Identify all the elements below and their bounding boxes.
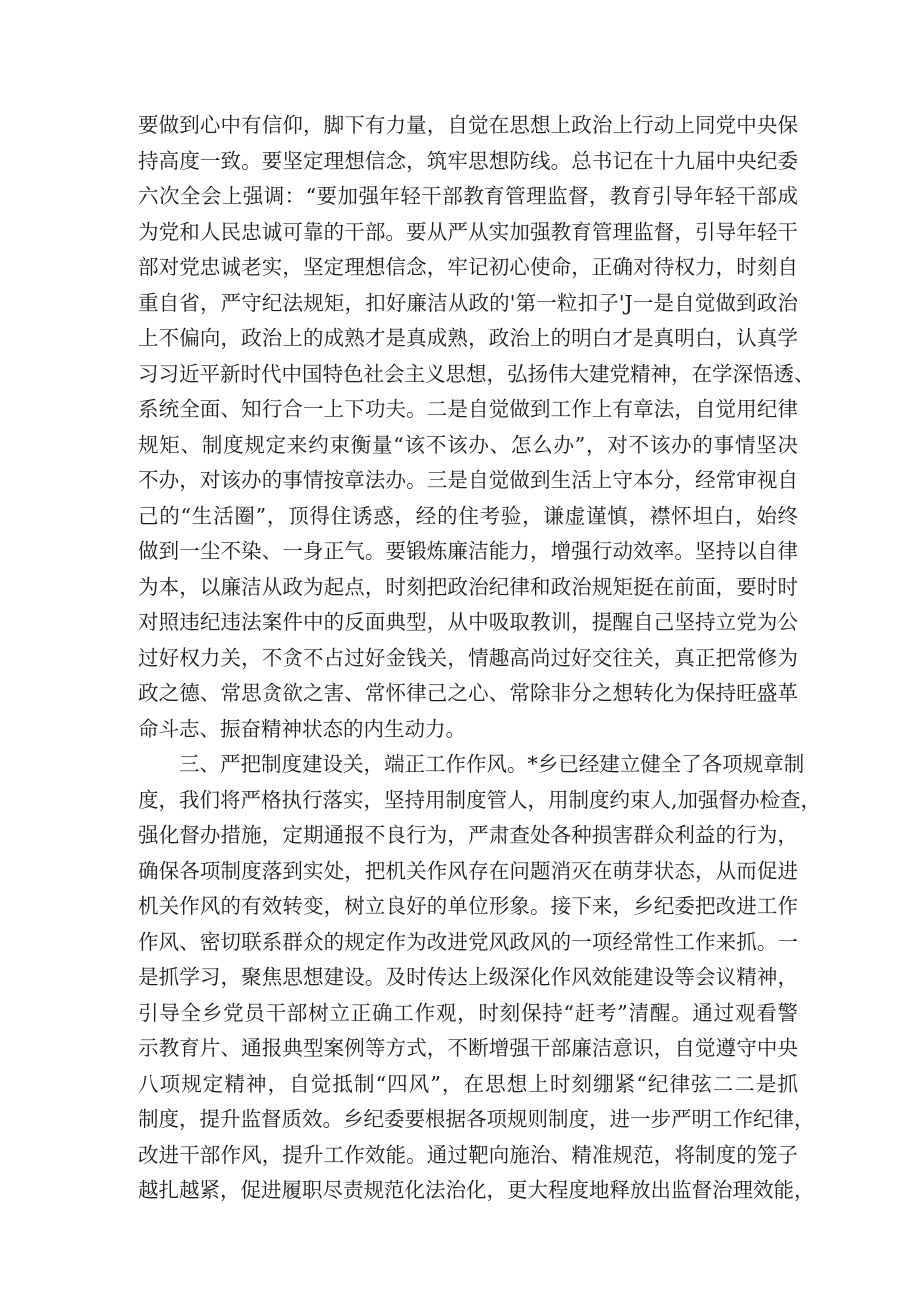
text-line: 做到一尘不染、一身正气。要锻炼廉洁能力，增强行动效率。坚持以自律 — [138, 539, 798, 563]
text-line: 为党和人民忠诚可靠的干部。要从严从实加强教育管理监督，引导年轻干 — [138, 219, 798, 244]
text-line: 己的“生活圈”，顶得住诱惑，经的住考验，谦虚谨慎，襟怀坦白，始终 — [138, 503, 798, 528]
text-line: 引导全乡党员干部树立正确工作观，时刻保持“赶考”清醒。通过观看警 — [138, 1000, 798, 1025]
text-line: 是抓学习，聚焦思想建设。及时传达上级深化作风效能建设等会议精神， — [138, 965, 798, 989]
text-line: 为本，以廉洁从政为起点，时刻把政治纪律和政治规矩挺在前面，要时时 — [138, 574, 798, 599]
text-line: 系统全面、知行合一上下功夫。二是自觉做到工作上有章法，自觉用纪律 — [138, 397, 798, 421]
text-line: 持高度一致。要坚定理想信念，筑牢思想防线。总书记在十九届中央纪委 — [138, 148, 798, 173]
text-line: 要做到心中有信仰，脚下有力量，自觉在思想上政治上行动上同党中央保 — [138, 113, 798, 137]
text-line: 政之德、常思贪欲之害、常怀律己之心、常除非分之想转化为保持旺盛革 — [138, 681, 798, 705]
text-line: 越扎越紧，促进履职尽责规范化法治化，更大程度地释放出监督治理效能， — [138, 1178, 815, 1202]
text-line: 度，我们将严格执行落实，坚持用制度管人，用制度约束人,加强督办检查， — [138, 787, 822, 812]
text-line: 三、严把制度建设关，端正工作作风。*乡已经建立健全了各项规章制 — [179, 752, 805, 776]
text-line: 改进干部作风，提升工作效能。通过靶向施治、精准规范，将制度的笼子 — [138, 1142, 798, 1167]
text-line: 对照违纪违法案件中的反面典型，从中吸取教训，提醒自己坚持立党为公 — [138, 610, 798, 634]
text-line: 上不偏向，政治上的成熟才是真成熟，政治上的明白才是真明白，认真学 — [138, 326, 798, 350]
text-line: 命斗志、振奋精神状态的内生动力。 — [138, 716, 466, 741]
text-line: 强化督办措施，定期通报不良行为，严肃查处各种损害群众利益的行为， — [138, 823, 798, 847]
text-line: 部对党忠诚老实，坚定理想信念，牢记初心使命，正确对待权力，时刻自 — [138, 255, 798, 279]
text-line: 不办，对该办的事情按章法办。三是自觉做到生活上守本分，经常审视自 — [138, 468, 798, 492]
text-line: 规矩、制度规定来约束衡量“该不该办、怎么办”，对不该办的事情坚决 — [138, 432, 798, 457]
text-line: 示教育片、通报典型案例等方式，不断增强干部廉洁意识，自觉遵守中央 — [138, 1036, 798, 1060]
text-line: 过好权力关，不贪不占过好金钱关，情趣高尚过好交往关，真正把常修为 — [138, 645, 798, 670]
text-line: 确保各项制度落到实处，把机关作风存在问题消灭在萌芽状态，从而促进 — [138, 858, 798, 883]
text-line: 六次全会上强调：“要加强年轻干部教育管理监督，教育引导年轻干部成 — [138, 184, 798, 208]
text-line: 作风、密切联系群众的规定作为改进党风政风的一项经常性工作来抓。一 — [138, 929, 798, 954]
text-line: 机关作风的有效转变，树立良好的单位形象。接下来，乡纪委把改进工作 — [138, 894, 798, 918]
text-line: 重自省，严守纪法规矩，扣好廉洁从政的'第一粒扣子'J一是自觉做到政治 — [138, 290, 798, 315]
document-body — [138, 108, 822, 1209]
text-line: 八项规定精神，自觉抵制“四风”，在思想上时刻绷紧“纪律弦二二是抓 — [138, 1071, 798, 1096]
text-line: 习习近平新时代中国特色社会主义思想，弘扬伟大建党精神，在学深悟透、 — [138, 361, 815, 386]
text-line: 制度，提升监督质效。乡纪委要根据各项规则制度，进一步严明工作纪律， — [138, 1107, 815, 1131]
paragraph-2 — [138, 747, 822, 1209]
paragraph-1 — [138, 108, 815, 747]
